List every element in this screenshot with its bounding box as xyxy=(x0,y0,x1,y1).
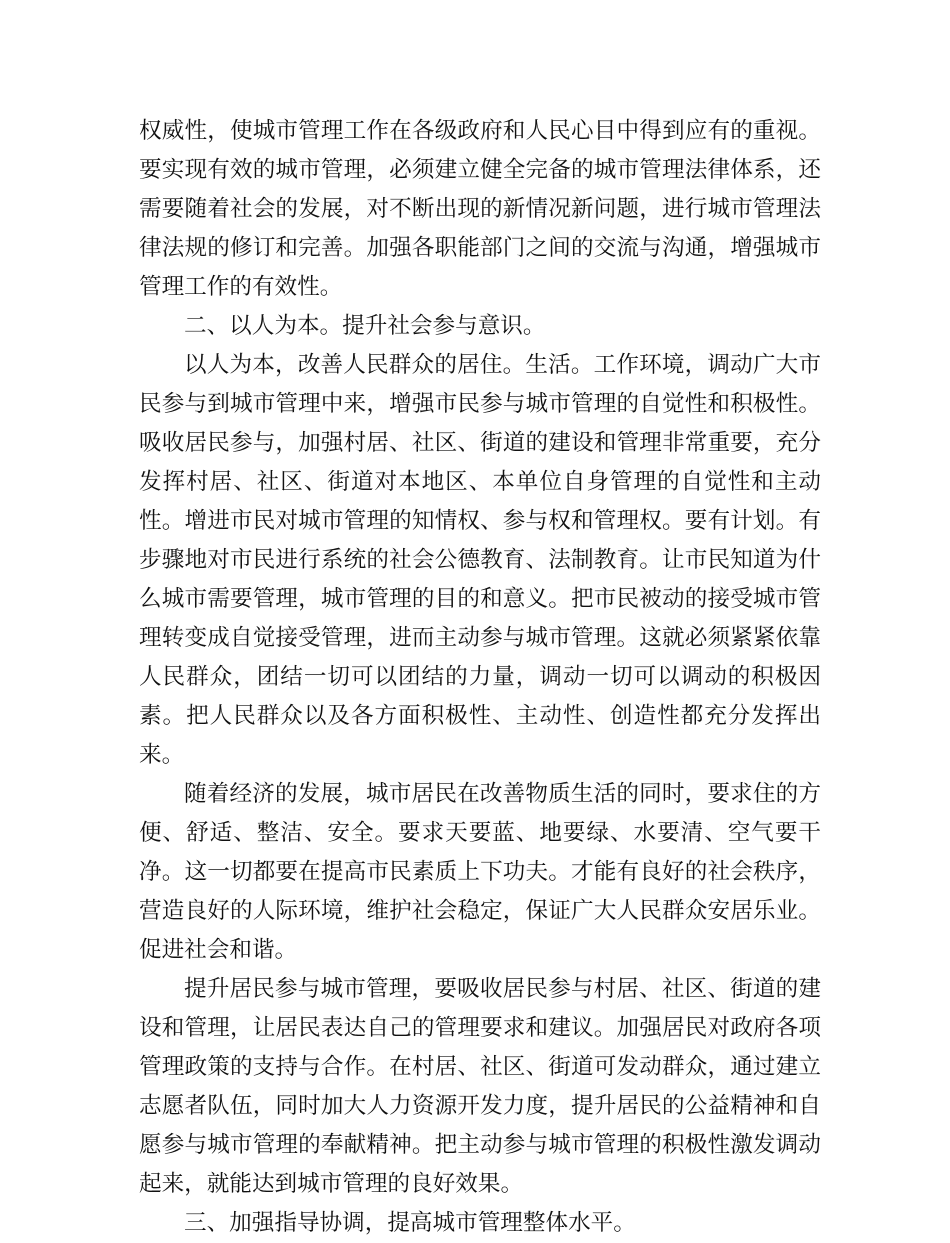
paragraph-economic-development: 随着经济的发展，城市居民在改善物质生活的同时，要求住的方便、舒适、整洁、安全。要求天要蓝、地要绿、水要清、空气要干净。这一切都要在提高市民素质上下功夫。才能有良好的社会秩序，营造良好的人际环境，维护社会稳定，保证广大人民群众安居乐业。促进社会和谐。 xyxy=(139,781,821,963)
paragraph-people-oriented: 以人为本，改善人民群众的居住。生活。工作环境，调动广大市民参与到城市管理中来，增强市民参与城市管理的自觉性和积极性。吸收居民参与，加强村居、社区、街道的建设和管理非常重要，充分发挥村居、社区、街道对本地区、本单位自身管理的自觉性和主动性。增进市民对城市管理的知情权、参与权和管理权。要有计划。有步骤地对市民进行系统的社会公德教育、法制教育。让市民知道为什么城市需要管理，城市管理的目的和意义。把市民被动的接受城市管理转变成自觉接受管理，进而主动参与城市管理。这就必须紧紧依靠人民群众，团结一切可以团结的力量，调动一切可以调动的积极因素。把人民群众以及各方面积极性、主动性、创造性都充分发挥出来。 xyxy=(139,352,821,768)
section-heading-3: 三、加强指导协调，提高城市管理整体水平。 xyxy=(184,1210,636,1236)
paragraph-resident-participation: 提升居民参与城市管理，要吸收居民参与村居、社区、街道的建设和管理，让居民表达自己的管理要求和建议。加强居民对政府各项管理政策的支持与合作。在村居、社区、街道可发动群众，通过建立志愿者队伍，同时加大人力资源开发力度，提升居民的公益精神和自愿参与城市管理的奉献精神。把主动参与城市管理的积极性激发调动起来，就能达到城市管理的良好效果。 xyxy=(139,976,821,1197)
document-body xyxy=(139,112,821,1243)
paragraph-continuation: 权威性，使城市管理工作在各级政府和人民心目中得到应有的重视。要实现有效的城市管理，必须建立健全完备的城市管理法律体系，还需要随着社会的发展，对不断出现的新情况新问题，进行城市管理法律法规的修订和完善。加强各职能部门之间的交流与沟通，增强城市管理工作的有效性。 xyxy=(139,118,821,300)
section-heading-2: 二、以人为本。提升社会参与意识。 xyxy=(184,313,546,339)
